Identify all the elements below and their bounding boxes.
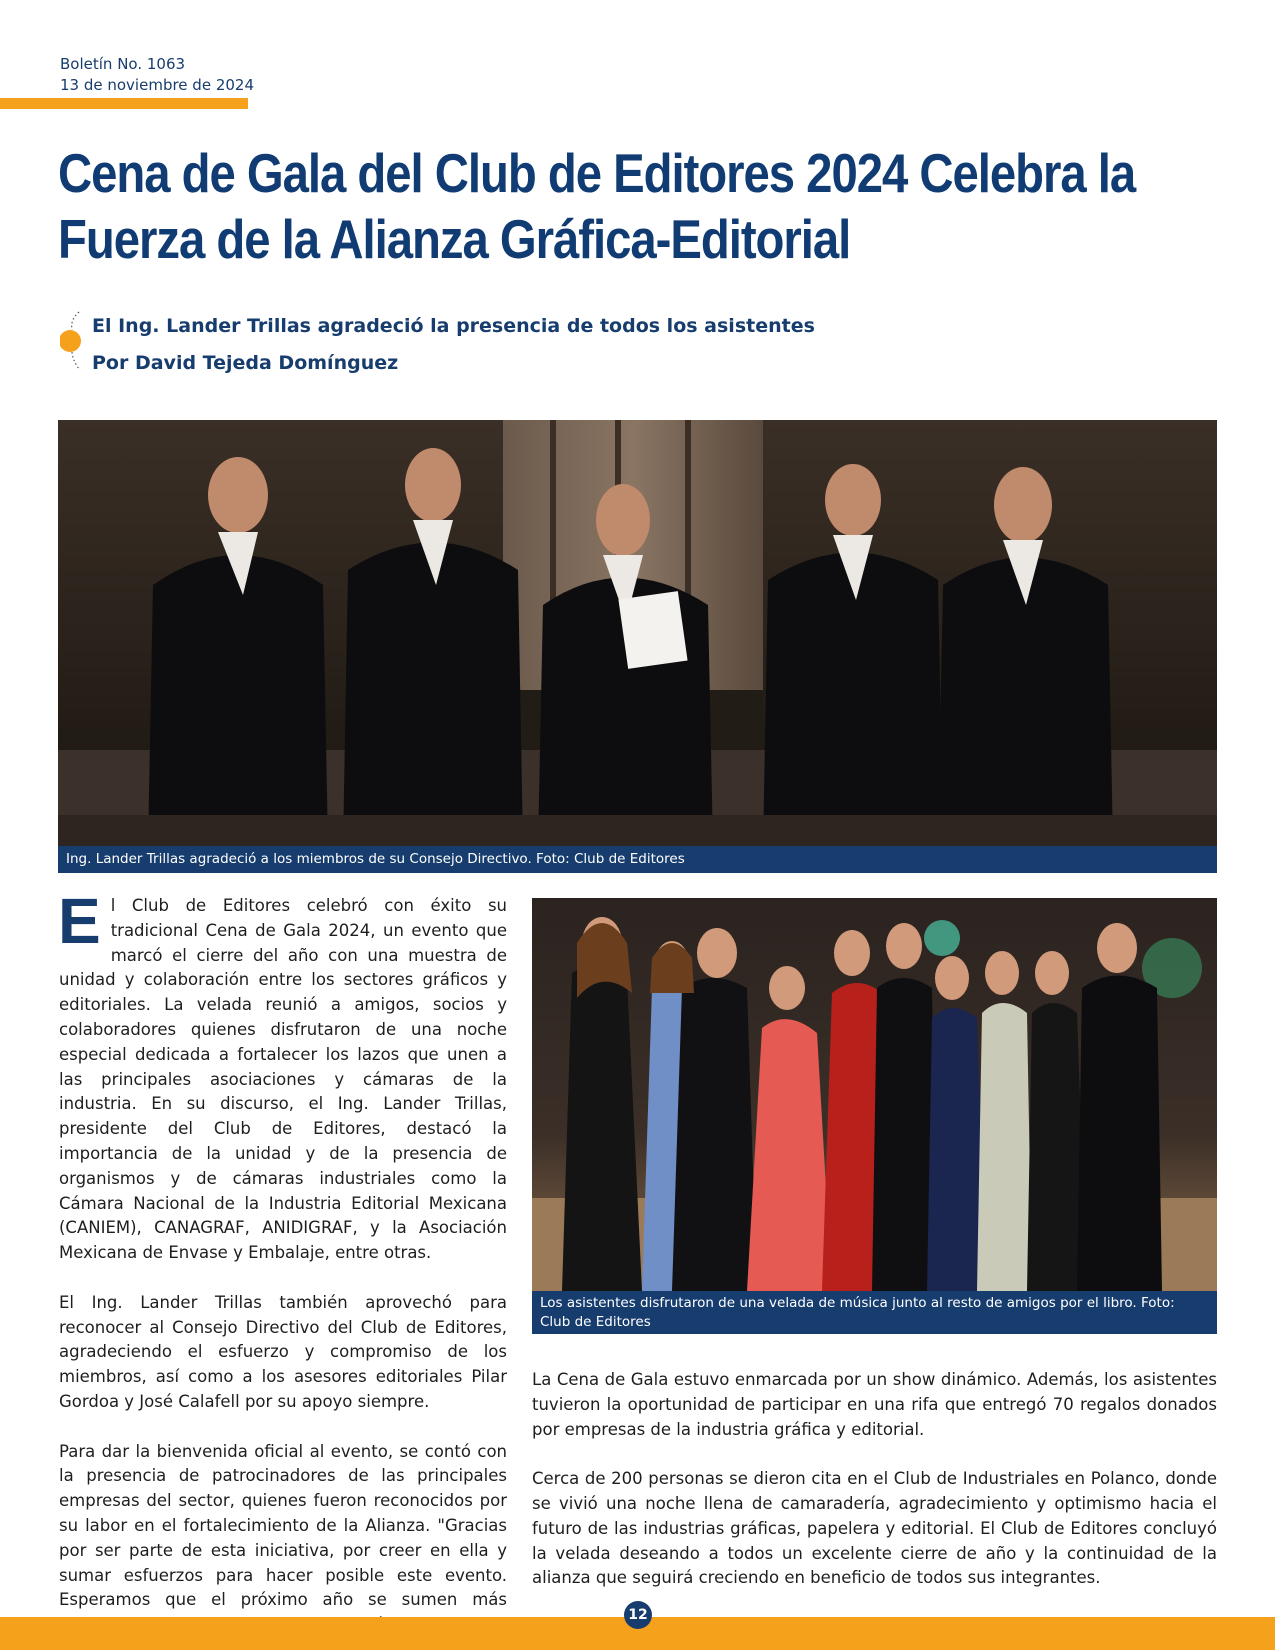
paragraph-1-text: l Club de Editores celebró con éxito su tradicional Cena de Gala 2024, un evento que marcó el cierre del año con una muestra de unidad y colaboración entre los sectores gráficos y editoriales. La velada reunió a amigos, socios y colaboradores quienes disfrutaron de una noche especial dedicada a fortalecer los lazos que unen a las principales asociaciones y cámaras de la industria. En su discurso, el Ing. Lander Trillas, presidente del Club de Editores, destacó la importancia de la unidad y de la presencia de organismos y de cámaras industriales como la Cámara Nacional de la Industria Editorial Mexicana (CANIEM), CANAGRAF, ANIDIGRAF, y la Asociación Mexicana de Envase y Embalaje, entre otras. bbox=[59, 896, 507, 1263]
bulletin-number: Boletín No. 1063 bbox=[60, 55, 186, 73]
photo-attendees bbox=[532, 898, 1217, 1291]
orange-dot-icon bbox=[60, 310, 82, 372]
photo-attendees-image bbox=[532, 898, 1217, 1291]
article-title bbox=[58, 140, 1136, 272]
drop-cap: E bbox=[58, 885, 101, 957]
article-body-left bbox=[58, 885, 507, 1638]
paragraph-3: Para dar la bienvenida oficial al evento, se contó con la presencia de patrocinadores de las principales empresas del sector, quienes fueron reconocidos por su labor en el fortalecimiento de la Alianza. "Gracias por ser parte de esta iniciativa, por creer en ella y sumar esfuerzos para hacer posible este evento. Esperamos que el próximo año se sumen más bbox=[59, 1441, 507, 1610]
photo-board-members-caption: Ing. Lander Trillas agradeció a los miembros de su Consejo Directivo. Foto: Club de Editores bbox=[58, 846, 1217, 873]
article-subtitle: El Ing. Lander Trillas agradeció la presencia de todos los asistentes bbox=[92, 315, 815, 337]
bulletin-date: 13 de noviembre de 2024 bbox=[60, 76, 254, 94]
article-byline: Por David Tejeda Domínguez bbox=[92, 352, 399, 374]
paragraph-5: Cerca de 200 personas se dieron cita en el Club de Industriales en Polanco, donde se vivió una noche llena de camaradería, agradecimiento y optimismo hacia el futuro de las industrias gráficas, papelera y editorial. El Club de Editores concluyó la velada deseando a todos un excelente cierre de año y la continuidad de la alianza que seguirá creciendo en beneficio de todos sus integrantes. bbox=[532, 1469, 1217, 1588]
bulletin-header bbox=[60, 54, 254, 96]
article-body-right bbox=[532, 1368, 1217, 1591]
header-accent-bar bbox=[0, 98, 248, 109]
paragraph-2: El Ing. Lander Trillas también aprovechó para reconocer al Consejo Directivo del Club de Editores, agradeciendo el esfuerzo y compromiso de los miembros, así como a los asesores editoriales Pilar Gordoa y José Calafell por su apoyo siempre. bbox=[59, 1292, 507, 1411]
paragraph-1 bbox=[58, 885, 507, 1266]
photo-board-members-image bbox=[58, 420, 1217, 846]
paragraph-4: La Cena de Gala estuvo enmarcada por un show dinámico. Además, los asistentes tuvieron la oportunidad de participar en una rifa que entregó 70 regalos donados por empresas de la industria gráfica y editorial. bbox=[532, 1370, 1217, 1439]
article-title-line-1: Cena de Gala del Club de Editores 2024 Celebra la bbox=[58, 142, 1136, 204]
photo-attendees-caption: Los asistentes disfrutaron de una velada de música junto al resto de amigos por el libro. Foto: Club de Editores bbox=[532, 1291, 1217, 1334]
page-number: 12 bbox=[624, 1601, 652, 1629]
article-title-line-2: Fuerza de la Alianza Gráfica-Editorial bbox=[58, 208, 851, 270]
photo-board-members bbox=[58, 420, 1217, 846]
